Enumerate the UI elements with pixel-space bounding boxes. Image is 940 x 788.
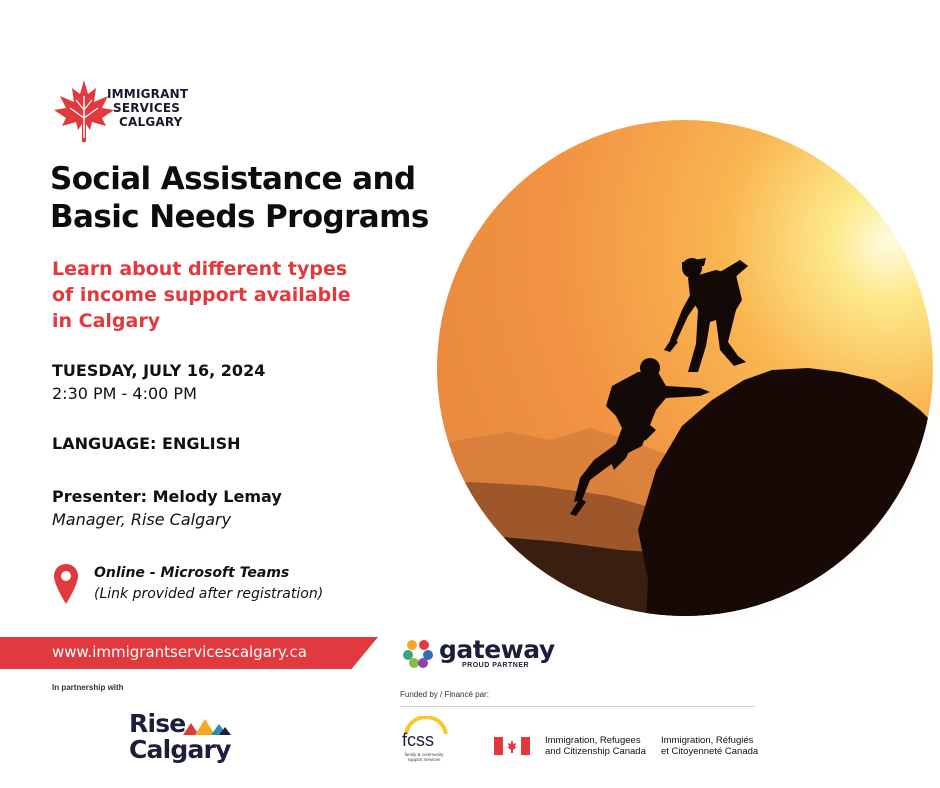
map-pin-icon — [53, 563, 79, 605]
fcss-logo — [398, 716, 454, 766]
event-subtitle — [52, 256, 351, 334]
org-logo-line-2: SERVICES — [113, 101, 181, 115]
event-date: TUESDAY, JULY 16, 2024 — [52, 361, 266, 380]
gov-name-en — [545, 735, 646, 757]
rise-logo-line-2: Calgary — [129, 735, 231, 764]
gateway-logo — [398, 633, 555, 673]
gateway-wordmark: gateway — [439, 635, 555, 664]
hero-image — [420, 110, 940, 640]
org-logo — [52, 78, 197, 144]
org-logo-line-1: IMMIGRANT — [107, 87, 189, 101]
gov-name-fr-line-1: Immigration, Réfugiés — [661, 735, 754, 746]
funded-label: Funded by / Financé par: — [400, 690, 489, 699]
fcss-tag: family & community support services — [404, 752, 444, 762]
gov-name-fr-line-2: et Citoyenneté Canada — [661, 746, 759, 757]
event-subtitle-line-2: of income support available — [52, 284, 351, 306]
event-language: LANGUAGE: ENGLISH — [52, 434, 241, 453]
partnership-label: In partnership with — [52, 683, 124, 692]
event-title-line-1: Social Assistance and — [50, 161, 416, 197]
gov-name-fr — [661, 735, 758, 757]
canada-flag-icon — [494, 737, 530, 755]
mountain-icon — [183, 719, 231, 735]
org-logo-line-3: CALGARY — [119, 115, 183, 129]
event-subtitle-line-1: Learn about different types — [52, 258, 348, 280]
gateway-mark-icon — [402, 637, 434, 669]
event-subtitle-line-3: in Calgary — [52, 310, 161, 332]
event-title — [50, 160, 429, 236]
gateway-tag: PROUD PARTNER — [462, 662, 530, 669]
event-time: 2:30 PM - 4:00 PM — [52, 384, 197, 403]
gov-name-en-line-2: and Citizenship Canada — [545, 746, 646, 757]
event-title-line-2: Basic Needs Programs — [50, 199, 429, 235]
funded-divider — [400, 706, 755, 707]
gov-name-en-line-1: Immigration, Refugees — [545, 735, 641, 746]
fcss-wordmark: fcss — [402, 730, 435, 750]
rise-calgary-logo — [129, 711, 239, 767]
website-link[interactable]: www.immigrantservicescalgary.ca — [52, 643, 307, 661]
event-location-note: (Link provided after registration) — [94, 586, 324, 602]
event-presenter: Presenter: Melody Lemay — [52, 487, 282, 506]
event-location: Online - Microsoft Teams — [94, 565, 290, 581]
presenter-role: Manager, Rise Calgary — [52, 510, 232, 529]
rise-logo-line-1: Rise — [129, 709, 186, 738]
